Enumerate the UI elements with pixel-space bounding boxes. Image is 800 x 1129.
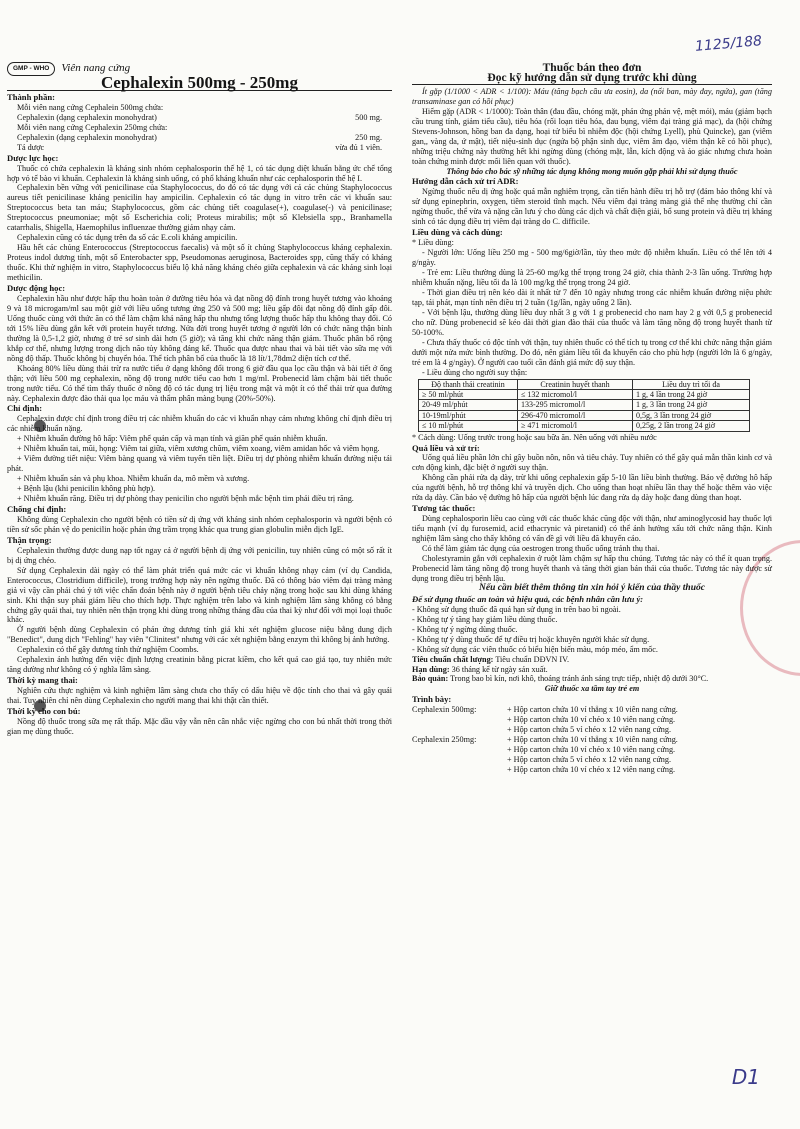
left-column	[7, 62, 392, 737]
list-item: + Nhiễm khuẩn tai, mũi, họng: Viêm tai giữa, viêm xương chũm, viêm xoang, viêm amidan hốc và viêm họng.	[17, 444, 380, 454]
table-header: Liều duy trì tối đa	[633, 379, 750, 389]
pharmacokinetics-heading: Dược động học:	[7, 283, 66, 294]
list-item: + Hộp carton chứa 10 vỉ chéo x 10 viên nang cứng.	[507, 715, 676, 725]
paragraph: Cephalexin có thể gây dương tính thử nghiệm Coombs.	[17, 645, 199, 655]
precautions-heading: Thận trọng:	[7, 534, 52, 545]
interactions-heading: Tương tác thuốc:	[412, 503, 476, 514]
presentation-250	[412, 735, 772, 775]
right-column	[412, 62, 772, 775]
list-item: + Hộp carton chứa 10 vỉ chéo x 12 viên nang cứng.	[507, 765, 676, 775]
list-item: + Hộp carton chứa 10 vỉ chéo x 10 viên nang cứng.	[507, 745, 676, 755]
paragraph: Uống quá liều phần lớn chỉ gây buồn nôn, nôn và tiêu chảy. Tuy nhiên có thể gây quá mẫn thần kinh cơ và cơn động kinh, đặc biệt ở người suy thận.	[412, 453, 772, 473]
paragraph: Không dùng Cephalexin cho người bệnh có tiền sử dị ứng với kháng sinh nhóm cephalosporin và người bệnh có tiền sử sốc phản vệ do penicilin hoặc phản ứng trầm trọng khác qua trung gian globulin miễn dịch IgE.	[7, 514, 392, 534]
lactation-heading: Thời kỳ cho con bú:	[7, 706, 81, 717]
table-cell: 0,5g, 3 lần trong 24 giờ	[633, 410, 750, 420]
comp-value: vừa đủ 1 viên.	[335, 142, 382, 152]
paragraph: Cephalexin hầu như được hấp thu hoàn toàn ở đường tiêu hóa và đạt nồng độ đỉnh trong huyết tương vào khoảng 9 và 18 microgam/ml sau một giờ với liều uống tương ứng 250 và 500 mg; liều gấp đôi đạt nồng độ đỉnh gấp đôi. Uống thuốc cùng với thức ăn có thể làm chậm khả năng hấp thu nhưng tổng lượng thuốc hấp thu không thay đổi. Có tới 15% liều dùng gắn kết với protein huyết tương. Nửa đời trong huyết tương ở người lớn có chức năng thận bình thường là 0,5-1,2 giờ, nhưng ở trẻ sơ sinh dài hơn (5 giờ); và tăng khi chức năng thận giảm. Thuốc phân bố rộng khắp cơ thể, nhưng lượng trong dịch não tủy không đáng kể. Thuốc qua được nhau thai và bài tiết vào sữa mẹ với nồng độ thấp. Thuốc không bị chuyển hóa. Thể tích phân bố của thuốc là 18 lít/1,78dm2 diện tích cơ thể.	[7, 293, 392, 363]
table-header-row	[419, 379, 750, 389]
product-title: Cephalexin 500mg - 250mg	[101, 72, 298, 92]
paragraph: Có thể làm giảm tác dụng của oestrogen trong thuốc uống tránh thụ thai.	[422, 544, 660, 554]
pharmacodynamics-heading: Dược lực học:	[7, 152, 59, 163]
paragraph: Cholestyramin gắn với cephalexin ở ruột làm chậm sự hấp thu chúng. Tương tác này có thể ít quan trọng. Probenecid làm tăng nồng độ trong huyết thanh và tăng thời gian bán thải của thuốc. Tương tác này được sử dụng trong điều trị bệnh lậu.	[412, 554, 772, 583]
list-item: + Hộp carton chứa 5 vỉ chéo x 12 viên nang cứng.	[507, 755, 672, 765]
label: Bảo quản:	[412, 674, 449, 684]
indications-heading: Chỉ định:	[7, 403, 43, 414]
paragraph: Cephalexin thường được dung nạp tốt ngay cả ở người bệnh dị ứng với penicilin, tuy nhiên cũng có một số rất ít bị dị ứng chéo.	[7, 545, 392, 565]
presentation-heading: Trình bày:	[412, 694, 452, 705]
list-item: - Không sử dụng các viên thuốc có biểu hiện biến màu, móp méo, ẩm mốc.	[412, 644, 658, 654]
comp-500-intro: Mỗi viên nang cứng Cephalein 500mg chứa:	[17, 102, 164, 112]
list-item: + Hộp carton chứa 10 vỉ thẳng x 10 viên nang cứng.	[507, 705, 678, 715]
list-item: - Không tự ý dùng thuốc để tự điều trị hoặc khuyên người khác sử dụng.	[412, 634, 650, 644]
handwritten-note: 1125/188	[694, 33, 763, 55]
dosage-subheading: * Liều dùng:	[412, 238, 454, 248]
list-item: + Bệnh lậu (khi penicilin không phù hợp).	[17, 484, 156, 494]
list-item: + Nhiễm khuẩn sản và phụ khoa. Nhiễm khuẩn da, mô mềm và xương.	[17, 474, 250, 484]
overdose-heading: Quá liều và xử trí:	[412, 442, 480, 453]
comp-250-intro: Mỗi viên nang cứng Cephalexin 250mg chứa:	[17, 122, 168, 132]
comp-name: Cephalexin (dạng cephalexin monohydrat)	[17, 132, 157, 142]
label: Hạn dùng:	[412, 664, 450, 674]
table-header: Creatinin huyết thanh	[518, 379, 633, 389]
quality-standard	[412, 655, 772, 665]
table-cell: 0,25g, 2 lần trong 24 giờ	[633, 421, 750, 431]
table-row	[419, 410, 750, 420]
paragraph: - Trẻ em: Liều thường dùng là 25-60 mg/kg thể trọng trong 24 giờ, chia thành 2-3 lần uống. Trường hợp nhiễm khuẩn nặng, liều tối đa là 100 mg/kg thể trọng trong 24 giờ.	[412, 268, 772, 288]
usage-note: * Cách dùng: Uống trước trong hoặc sau bữa ăn. Nên uống với nhiều nước	[412, 432, 657, 442]
table-cell: ≥ 471 micromol/l	[518, 421, 633, 431]
value: 36 tháng kể từ ngày sản xuất.	[449, 664, 548, 674]
contraindications-heading: Chống chỉ định:	[7, 503, 67, 514]
keep-away-notice: Giữ thuốc xa tầm tay trẻ em	[544, 684, 640, 694]
paragraph: - Thời gian điều trị nên kéo dài ít nhất từ 7 đến 10 ngày nhưng trong các nhiễm khuẩn đường niệu phức tạp, tái phát, mạn tính nên điều trị 2 tuần (1g/lần, ngày uống 2 lần).	[412, 287, 772, 307]
safety-heading: Để sử dụng thuốc an toàn và hiệu quả, các bệnh nhân cần lưu ý:	[412, 593, 644, 604]
paragraph: Cephalexin bền vững với penicilinase của Staphylococcus, do đó có tác dụng với cả các chủng Staphylococcus aureus tiết penicilinase kháng penicilin hay ampicilin. Cephalexin có tác dụng in vitro trên các vi khuẩn sau: Streptococcus beta tan máu; Staphylococcus, gồm các chủng tiết coagulase(+), coagulase(-) và penicilinase; Streptococcus pneumoniae; một số Escherichia coli; Proteus mirabilis; một số Klebsiella spp., Branhamella catarrhalis, Shigella, Haemophilus influenzae thường giảm nhạy cảm.	[7, 183, 392, 233]
paragraph: Khoảng 80% liều dùng thải trừ ra nước tiểu ở dạng không đổi trong 6 giờ đầu qua lọc cầu thận và bài tiết ở ống thận; với liều 500 mg cephalexin, nồng độ trong nước tiểu cao hơn 1 mg/ml. Probenecid làm chậm bài tiết thuốc trong nước tiểu. Có thể tìm thấy thuốc ở nồng độ có tác dụng trị liệu trong mật và một ít có thể thải trừ qua đường này. Cephalexin được đào thải qua lọc máu và thẩm phân màng bụng (20%-50%).	[7, 363, 392, 403]
list-item: + Viêm đường tiết niệu: Viêm bàng quang và viêm tuyến tiền liệt. Điều trị dự phòng nhiễm khuẩn đường niệu tái phát.	[7, 454, 392, 474]
advice-notice: Nếu cần biết thêm thông tin xin hỏi ý kiến của thầy thuốc	[479, 582, 705, 593]
notify-doctor-notice: Thông báo cho bác sỹ những tác dụng không mong muốn gặp phải khi sử dụng thuốc	[446, 166, 738, 176]
table-cell: 10-19ml/phút	[419, 410, 518, 420]
comp-name: Tá dược	[17, 142, 45, 152]
paragraph: Không cần phải rửa dạ dày, trừ khi uống cephalexin gấp 5-10 lần liều bình thường. Bảo vệ đường hô hấp của người bệnh, hỗ trợ thông khí và truyền dịch. Cho uống than hoạt nhiều lần thay thế hoặc thêm vào việc rửa dạ dày. Cần bảo vệ đường hô hấp của người bệnh lúc đang rửa dạ dày hoặc đang dùng than hoạt.	[412, 473, 772, 503]
dosage-heading: Liều dùng và cách dùng:	[412, 227, 503, 238]
paragraph: - Với bệnh lậu, thường dùng liều duy nhất 3 g với 1 g probenecid cho nam hay 2 g với 0,5 g probenecid cho nữ. Dùng probenecid sẽ kéo dài thời gian đào thải của thuốc và làm tăng nồng độ trong huyết thanh từ 50-100%.	[412, 307, 772, 337]
paragraph: Sử dụng Cephalexin dài ngày có thể làm phát triển quá mức các vi khuẩn không nhạy cảm (ví dụ Candida, Enterococcus, Clostridium difficile), trong trường hợp này nên ngừng thuốc. Đã có thông báo viêm đại tràng màng giả vì vậy cần phải chú ý tới việc chẩn đoán bệnh này ở người bệnh tiêu chảy nặng trong hoặc sau khi dùng kháng sinh. Khi thận suy phải giảm liều cho thích hợp. Thực nghiệm trên labo và kinh nghiệm lâm sàng không có bằng chứng gây quái thai, tuy nhiên nên thận trọng khi dùng trong những tháng đầu của thai kỳ như đối với mọi loại thuốc khác.	[7, 565, 392, 625]
table-cell: ≤ 10 ml/phút	[419, 421, 518, 431]
paragraph: Hầu hết các chủng Enterococcus (Streptococcus faecalis) và một số ít chủng Staphylococcus kháng cephalexin. Proteus indol dương tính, một số Enterobacter spp, Pseudomonas aeruginosa, Bacteroides spp, cũng thấy có kháng thuốc. Khi thử nghiệm in vitro, Staphylococcus biểu lộ khả năng kháng chéo giữa cephalexin và các kháng sinh loại methicilin.	[7, 243, 392, 283]
table-row	[419, 389, 750, 399]
paragraph: Cephalexin được chỉ định trong điều trị các nhiễm khuẩn do các vi khuẩn nhạy cảm nhưng không chỉ định điều trị các nhiễm khuẩn nặng.	[7, 414, 392, 434]
paragraph: Ngừng thuốc nếu dị ứng hoặc quá mẫn nghiêm trọng, cần tiến hành điều trị hỗ trợ (đảm bảo thông khí và sử dụng epinephrin, oxygen, tiêm steroid tĩnh mạch. Nếu viêm đại tràng màng giả thể nhẹ thường chỉ cần ngừng thuốc, thể vừa và nặng cần lưu ý cho dùng các dịch và chất điện giải, bổ sung protein và điều trị kháng sinh có tác dụng điều trị viêm đại tràng do C. difficile.	[412, 187, 772, 227]
paragraph: Ít gặp (1/1000 < ADR < 1/100): Máu (tăng bạch cầu ưa eosin), da (nổi ban, mày đay, ngứa), gan (tăng transaminase gan có hồi phục)	[412, 86, 772, 106]
dosage-form: Viên nang cứng	[61, 62, 131, 74]
table-row	[419, 400, 750, 410]
storage	[412, 674, 772, 684]
list-item: + Hộp carton chứa 5 vỉ chéo x 12 viên nang cứng.	[507, 725, 672, 735]
list-item: - Không sử dụng thuốc đã quá hạn sử dụng in trên bao bì ngoài.	[412, 604, 621, 614]
shelf-life	[412, 665, 772, 675]
pregnancy-heading: Thời kỳ mang thai:	[7, 675, 78, 686]
comp-250-row	[7, 133, 392, 143]
list-item: + Nhiễm khuẩn đường hô hấp: Viêm phế quản cấp và mạn tính và giãn phế quản nhiễm khuẩn.	[17, 434, 328, 444]
prescription-notice: Thuốc bán theo đơn	[542, 62, 642, 74]
comp-name: Cephalexin (dạng cephalexin monohydrat)	[17, 112, 157, 122]
composition-heading: Thành phần:	[7, 91, 56, 102]
adr-heading: Hướng dẫn cách xử trí ADR:	[412, 176, 519, 187]
paragraph: - Chưa thấy thuốc có độc tính với thận, tuy nhiên thuốc có thể tích tụ trong cơ thể khi chức năng thận giảm dưới một nửa mức bình thường. Do đó, nên giảm liều tối đa khuyến cáo cho phù hợp (người lớn là 6 g/ngày, trẻ em là 4 g/ngày). Ở người cao tuổi cần đánh giá mức độ suy thận.	[412, 337, 772, 367]
label: Tiêu chuẩn chất lượng:	[412, 654, 494, 664]
paragraph: Nồng độ thuốc trong sữa mẹ rất thấp. Mặc dầu vậy vẫn nên cân nhắc việc ngừng cho con bú nhất thời trong thời gian mẹ dùng thuốc.	[7, 717, 392, 736]
paragraph: Cephalexin ảnh hưởng đến việc định lượng creatinin bằng picrat kiềm, cho kết quả cao giả tạo, tuy nhiên mức tăng dường như không có ý nghĩa lâm sàng.	[7, 655, 392, 675]
list-item: - Không tự ý ngừng dùng thuốc.	[412, 624, 518, 634]
excipient-row	[7, 143, 392, 153]
paragraph: Dùng cephalosporin liều cao cùng với các thuốc khác cũng độc với thận, như aminoglycosid hay thuốc lợi tiểu mạnh (ví dụ furosemid, acid ethacrynic và piretanid) có thể ảnh hưởng xấu tới chức năng thận. Kinh nghiệm lâm sàng cho thấy không có vấn đề gì với liều đã khuyến cáo.	[412, 514, 772, 544]
paragraph: - Người lớn: Uống liều 250 mg - 500 mg/6giờ/lần, tùy theo mức độ nhiễm khuẩn. Liều có thể lên tới 4 g/ngày.	[412, 248, 772, 268]
table-cell: 1 g, 3 lần trong 24 giờ	[633, 400, 750, 410]
table-cell: 20-49 ml/phút	[419, 400, 518, 410]
paragraph: Thuốc có chứa cephalexin là kháng sinh nhóm cephalosporin thế hệ 1, có tác dụng diệt khuẩn bằng ức chế tổng hợp vỏ tế bào vi khuẩn. Cephalexin là kháng sinh uống, có phổ kháng khuẩn như các cephalosporin thế hệ I.	[7, 163, 392, 183]
table-header: Độ thanh thải creatinin	[419, 379, 518, 389]
table-cell: ≥ 50 ml/phút	[419, 389, 518, 399]
table-cell: 133-295 micromol/l	[518, 400, 633, 410]
paragraph: - Liều dùng cho người suy thận:	[422, 367, 528, 377]
comp-value: 250 mg.	[355, 132, 382, 142]
table-cell: 1 g, 4 lần trong 24 giờ	[633, 389, 750, 399]
renal-dosage-table	[418, 379, 750, 432]
pres-name: Cephalexin 250mg:	[412, 735, 477, 745]
presentation-500	[412, 705, 772, 735]
handwritten-initials: D1	[731, 1065, 760, 1089]
list-item: + Hộp carton chứa 10 vỉ thẳng x 10 viên nang cứng.	[507, 735, 678, 745]
table-cell: 296-470 micromol/l	[518, 410, 633, 420]
table-cell: ≤ 132 micromol/l	[518, 389, 633, 399]
read-instructions-notice: Đọc kỹ hướng dẫn sử dụng trước khi dùng	[412, 74, 772, 85]
paragraph: Ở người bệnh dùng Cephalexin có phản ứng dương tính giả khi xét nghiệm glucose niệu bằng dung dịch "Benedict", dung dịch "Fehling" hay viên "Clinitest" nhưng với các xét nghiệm bằng enzym thì không bị ảnh hưởng.	[7, 625, 392, 645]
table-row	[419, 421, 750, 431]
value: Trong bao bì kín, nơi khô, thoáng tránh ánh sáng trực tiếp, nhiệt độ dưới 30°C.	[448, 674, 709, 684]
value: Tiêu chuẩn DĐVN IV.	[493, 654, 570, 664]
list-item: - Không tự ý tăng hay giảm liều dùng thuốc.	[412, 614, 558, 624]
comp-value: 500 mg.	[355, 112, 382, 122]
paragraph: Nghiên cứu thực nghiệm và kinh nghiệm lâm sàng chưa cho thấy có dấu hiệu về độc tính cho thai và gây quái thai. Tuy nhiên chỉ nên dùng Cephalexin cho người mang thai khi thật cần thiết.	[7, 686, 392, 706]
paragraph: Hiếm gặp (ADR < 1/1000): Toàn thân (đau đầu, chóng mặt, phản ứng phản vệ, mệt mỏi), máu (giảm bạch cầu trung tính, giảm tiểu cầu), tiêu hóa (rối loạn tiêu hóa, đau bụng, viêm đại tràng giả mạc), da (hội chứng Stevens-Johnson, hồng ban đa dạng, hoại tử biểu bì nhiễm độc (hội chứng Lyell), phù Quincke), gan (viêm gan,, vàng da, ứ mật), tiết niệu-sinh dục (ngứa bộ phận sinh dục, viêm âm đạo, viêm thận kẽ có hồi phục), những triệu chứng này thường hết khi ngừng dùng (chóng mặt, lẫn, kích động và ảo giác nhưng chưa hoàn toàn chứng minh được mối liên quan với thuốc).	[412, 106, 772, 166]
paragraph: Cephalexin cũng có tác dụng trên đa số các E.coli kháng ampicilin.	[17, 233, 238, 243]
comp-500-row	[7, 113, 392, 123]
list-item: + Nhiễm khuẩn răng. Điều trị dự phòng thay penicilin cho người bệnh mắc bệnh tim phải điều trị răng.	[17, 494, 354, 504]
gmp-badge: GMP - WHO	[7, 62, 55, 76]
pres-name: Cephalexin 500mg:	[412, 705, 477, 715]
